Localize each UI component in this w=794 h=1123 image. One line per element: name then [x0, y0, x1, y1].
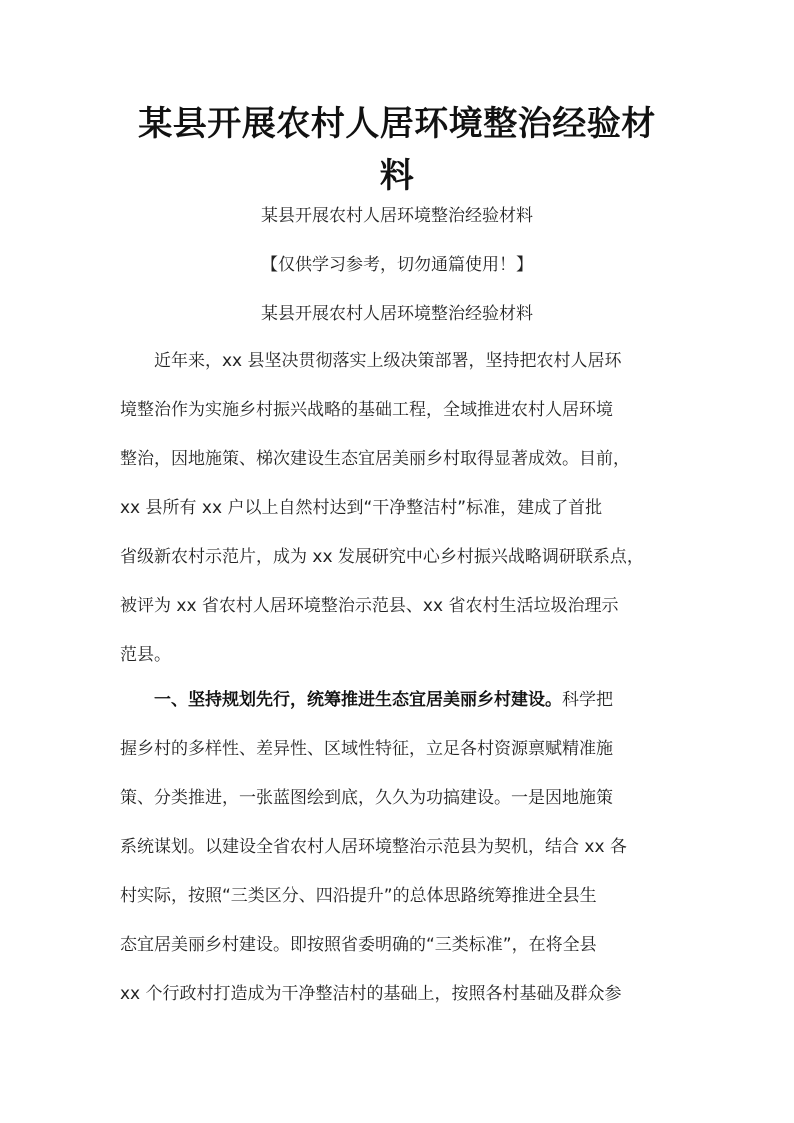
- paragraph-1-line: 省级新农村示范片，成为 xx 发展研究中心乡村振兴战略调研联系点，: [120, 547, 644, 567]
- title-line-1: 某县开展农村人居环境整治经验材: [138, 104, 656, 144]
- section-heading: 一、坚持规划先行，统筹推进生态宜居美丽乡村建设。: [120, 690, 562, 710]
- paragraph-1-line: 近年来，xx 县坚决贯彻落实上级决策部署，坚持把农村人居环: [120, 351, 622, 371]
- paragraph-2-line: 握乡村的多样性、差异性、区域性特征，立足各村资源禀赋精准施: [120, 739, 613, 759]
- paragraph-1-line: xx 县所有 xx 户以上自然村达到“干净整洁村”标准，建成了首批: [120, 498, 603, 518]
- paragraph-1-line: 被评为 xx 省农村人居环境整治示范县、xx 省农村生活垃圾治理示: [120, 596, 619, 616]
- paragraph-2-first-line: [120, 688, 680, 712]
- paragraph-2-line: 系统谋划。以建设全省农村人居环境整治示范县为契机，结合 xx 各: [120, 837, 627, 857]
- document-subtitle: 某县开展农村人居环境整治经验材料: [261, 206, 533, 226]
- paragraph-2-line: 策、分类推进，一张蓝图绘到底，久久为功搞建设。一是因地施策: [120, 788, 613, 808]
- paragraph-2-line: 村实际，按照“三类区分、四沿提升”的总体思路统筹推进全县生: [120, 886, 597, 906]
- document-subtitle-repeat: 某县开展农村人居环境整治经验材料: [261, 304, 533, 324]
- title-line-2: 料: [379, 156, 415, 196]
- document-title: [100, 98, 694, 202]
- paragraph-2-line: 态宜居美丽乡村建设。即按照省委明确的“三类标准”，在将全县: [120, 935, 597, 955]
- usage-notice: 【仅供学习参考，切勿通篇使用！】: [261, 255, 533, 275]
- paragraph-1-line: 境整治作为实施乡村振兴战略的基础工程，全域推进农村人居环境: [120, 400, 613, 420]
- paragraph-2-line: xx 个行政村打造成为干净整洁村的基础上，按照各村基础及群众参: [120, 984, 622, 1004]
- paragraph-1-line: 范县。: [120, 645, 171, 665]
- section-heading-tail: 科学把: [562, 690, 613, 710]
- paragraph-1-line: 整治，因地施策、梯次建设生态宜居美丽乡村取得显著成效。目前，: [120, 449, 630, 469]
